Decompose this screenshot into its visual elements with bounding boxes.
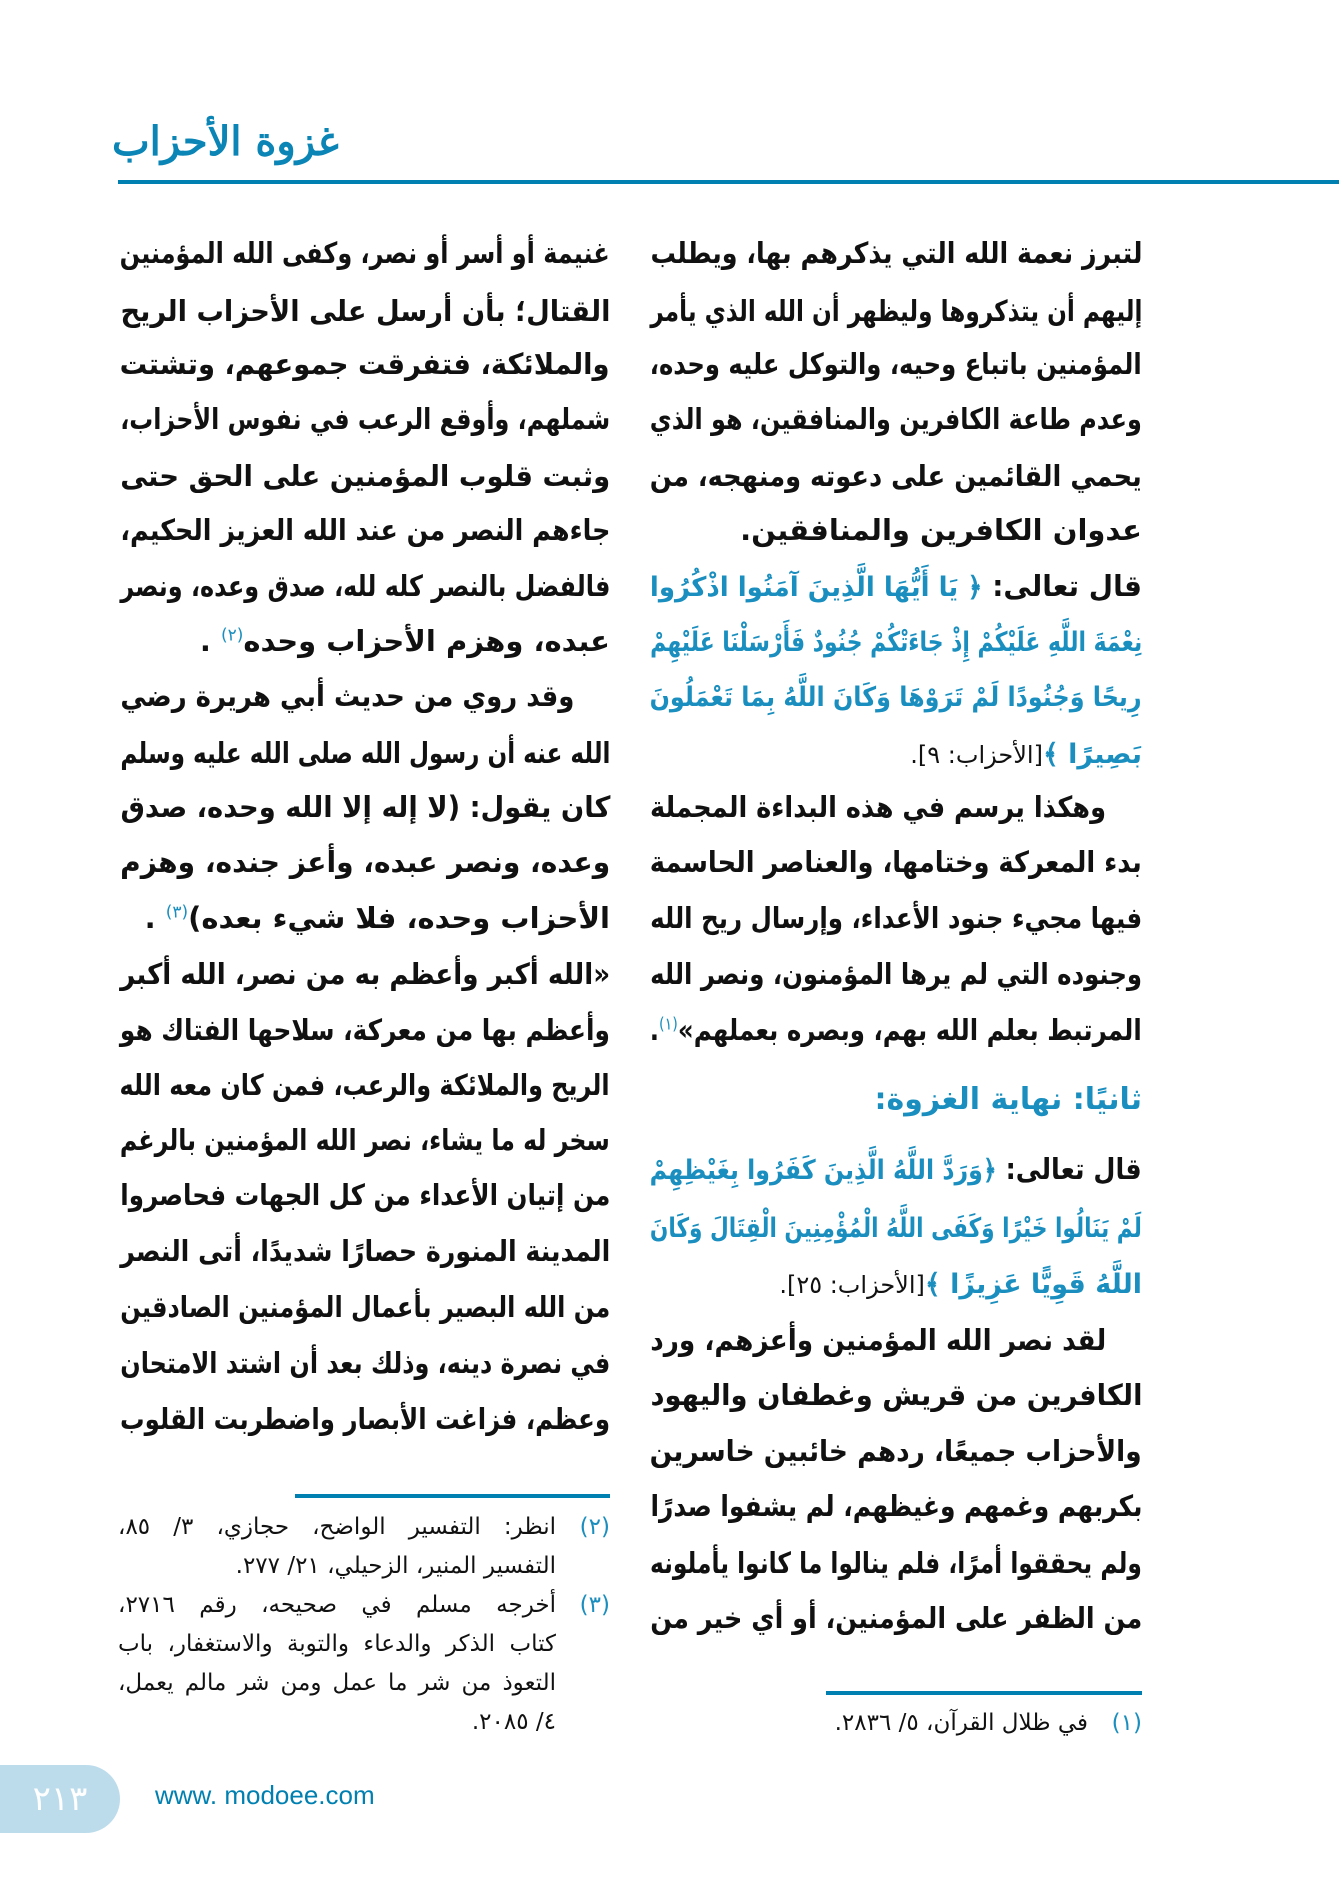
running-header-title: غزوة الأحزاب bbox=[112, 118, 339, 165]
line-content bbox=[650, 1141, 1142, 1199]
text-segment: القتال؛ بأن أرسل على الأحزاب الريح bbox=[119, 294, 610, 328]
text-line bbox=[648, 725, 1142, 781]
line-content bbox=[648, 1071, 1142, 1128]
text-segment: وقد روي من حديث أبي هريرة رضي bbox=[120, 679, 574, 713]
line-content bbox=[650, 779, 1106, 835]
text-segment: وهكذا يرسم في هذه البداءة المجملة bbox=[649, 790, 1106, 824]
line-content bbox=[650, 391, 1142, 447]
text-segment: لقد نصر الله المؤمنين وأعزهم، ورد bbox=[649, 1323, 1106, 1357]
footnote-number: (١) bbox=[1111, 1710, 1142, 1736]
line-content bbox=[650, 1423, 1142, 1479]
footnote-text: ٤/ ٢٠٨٥. bbox=[471, 1709, 556, 1735]
footnote-text: كتاب الذكر والدعاء والتوبة والاستغفار، باب bbox=[118, 1631, 556, 1657]
text-segment: سخر له ما يشاء، نصر الله المؤمنين بالرغم bbox=[120, 1123, 610, 1157]
line-content bbox=[120, 946, 610, 1002]
text-line bbox=[648, 283, 1142, 339]
line-content bbox=[650, 1002, 1142, 1058]
line-content bbox=[120, 1167, 610, 1223]
line-content bbox=[650, 1199, 1142, 1257]
line-content bbox=[650, 834, 1142, 890]
header-rule bbox=[118, 180, 1339, 184]
text-segment: وعده، ونصر عبده، وأعز جنده، وهزم bbox=[120, 845, 610, 879]
text-line bbox=[118, 1335, 610, 1391]
text-segment: والأحزاب جميعًا، ردهم خائبين خاسرين bbox=[650, 1434, 1142, 1468]
text-line bbox=[118, 502, 610, 558]
footnote-number: (٣) bbox=[579, 1592, 610, 1618]
line-content bbox=[120, 502, 610, 558]
text-line bbox=[648, 1199, 1142, 1255]
text-segment: قال تعالى: bbox=[997, 1152, 1142, 1186]
line-content bbox=[120, 834, 610, 890]
text-segment: من إتيان الأعداء من كل الجهات فحاصروا bbox=[119, 1178, 610, 1212]
text-line bbox=[648, 1367, 1142, 1423]
line-content bbox=[650, 613, 1142, 671]
text-line bbox=[648, 448, 1142, 504]
text-segment: . bbox=[649, 1013, 660, 1047]
text-line bbox=[648, 1312, 1142, 1368]
text-segment: . bbox=[144, 901, 166, 935]
line-content bbox=[120, 283, 610, 339]
line-content bbox=[120, 1335, 610, 1391]
line-content bbox=[118, 890, 610, 946]
line-content bbox=[650, 1478, 1142, 1534]
text-segment: الأحزاب وحده، فلا شيء بعده) bbox=[188, 901, 610, 935]
text-line bbox=[118, 834, 610, 890]
quran-verse: ﴿وَرَدَّ اللَّهُ الَّذِينَ كَفَرُوا بِغَيْظِهِمْ bbox=[649, 1155, 998, 1186]
text-segment: شملهم، وأوقع الرعب في نفوس الأحزاب، bbox=[120, 402, 610, 436]
text-segment: وجنوده التي لم يرها المؤمنون، ونصر الله bbox=[650, 957, 1142, 991]
text-line bbox=[648, 1478, 1142, 1534]
text-line bbox=[648, 336, 1142, 392]
line-content bbox=[650, 1367, 1142, 1423]
text-segment: بكربهم وغمهم وغيظهم، لم يشفوا صدرًا bbox=[650, 1489, 1142, 1523]
line-content bbox=[650, 283, 1142, 339]
text-segment: فيها مجيء جنود الأعداء، وإرسال ريح الله bbox=[649, 901, 1142, 935]
line-content bbox=[120, 1391, 610, 1447]
text-segment: غنيمة أو أسر أو نصر، وكفى الله المؤمنين bbox=[119, 236, 610, 270]
footnote-line bbox=[118, 1547, 610, 1585]
text-segment: المدينة المنورة حصارًا شديدًا، أتى النصر bbox=[119, 1234, 610, 1268]
website-link[interactable]: www. modoee.com bbox=[155, 1780, 375, 1810]
footnote-line bbox=[118, 1508, 610, 1546]
text-line bbox=[118, 613, 610, 669]
text-line bbox=[648, 502, 1142, 558]
text-segment: الريح والملائكة والرعب، فمن كان معه الله bbox=[120, 1068, 610, 1102]
footnote-text: التعوذ من شر ما عمل ومن شر مالم يعمل، bbox=[118, 1670, 556, 1696]
text-line bbox=[648, 558, 1142, 614]
text-line bbox=[118, 946, 610, 1002]
footnote-line bbox=[118, 1586, 610, 1624]
text-line bbox=[118, 779, 610, 835]
text-segment: عدوان الكافرين والمنافقين. bbox=[740, 513, 1142, 547]
verse-reference: [الأحزاب: ٢٥]. bbox=[779, 1271, 925, 1299]
quran-verse: اللَّهُ قَوِيًّا عَزِيزًا ﴾ bbox=[924, 1269, 1142, 1300]
quran-verse: نِعْمَةَ اللَّهِ عَلَيْكُمْ إِذْ جَاءَتْكُمْ جُنُودٌ فَأَرْسَلْنَا عَلَيْهِمْ bbox=[649, 627, 1142, 658]
text-line bbox=[648, 946, 1142, 1002]
text-segment: الله عنه أن رسول الله صلى الله عليه وسلم bbox=[120, 736, 610, 770]
line-content bbox=[650, 1535, 1142, 1591]
line-content bbox=[120, 1279, 610, 1335]
quran-verse: ﴿ يَا أَيُّهَا الَّذِينَ آمَنُوا اذْكُرُوا bbox=[649, 572, 983, 603]
footnote-line bbox=[118, 1703, 610, 1741]
text-segment: من الظفر على المؤمنين، أو أي خير من bbox=[650, 1601, 1142, 1635]
text-segment: يحمي القائمين على دعوته ومنهجه، من bbox=[650, 459, 1142, 493]
text-line bbox=[118, 725, 610, 781]
text-segment: لتبرز نعمة الله التي يذكرهم بها، ويطلب bbox=[649, 236, 1142, 270]
footnote-rule-right bbox=[826, 1691, 1142, 1695]
footnote-line bbox=[118, 1664, 610, 1702]
text-line bbox=[118, 1391, 610, 1447]
quran-verse: بَصِيرًا ﴾ bbox=[1042, 739, 1142, 770]
line-content bbox=[120, 336, 610, 392]
text-segment: المرتبط بعلم الله بهم، وبصره بعملهم» bbox=[678, 1013, 1142, 1047]
text-segment: إليهم أن يتذكروها وليظهر أن الله الذي يأمر bbox=[649, 294, 1142, 328]
text-line bbox=[648, 834, 1142, 890]
text-line bbox=[118, 1279, 610, 1335]
line-content bbox=[120, 1002, 610, 1058]
line-content bbox=[120, 1112, 610, 1168]
text-segment: كان يقول: (لا إله إلا الله وحده، صدق bbox=[119, 790, 610, 824]
text-segment: ولم يحققوا أمرًا، فلم ينالوا ما كانوا يأملونه bbox=[650, 1546, 1142, 1580]
heading-text: ثانيًا: نهاية الغزوة: bbox=[874, 1082, 1142, 1117]
quran-verse: رِيحًا وَجُنُودًا لَمْ تَرَوْهَا وَكَانَ اللَّهُ بِمَا تَعْمَلُونَ bbox=[649, 682, 1142, 713]
line-content bbox=[648, 502, 1142, 558]
text-segment: وعدم طاعة الكافرين والمنافقين، هو الذي bbox=[649, 402, 1142, 436]
text-segment: الكافرين من قريش وغطفان واليهود bbox=[650, 1378, 1142, 1412]
text-line bbox=[648, 613, 1142, 669]
text-line bbox=[118, 1223, 610, 1279]
text-line bbox=[118, 668, 610, 724]
footnote-marker[interactable]: (١) bbox=[659, 1014, 679, 1035]
line-content bbox=[120, 725, 610, 781]
text-line bbox=[648, 225, 1142, 281]
text-line bbox=[648, 1535, 1142, 1591]
text-line bbox=[118, 890, 610, 946]
line-content bbox=[648, 725, 1142, 783]
text-segment: وعظم، فزاغت الأبصار واضطربت القلوب bbox=[120, 1402, 610, 1436]
text-line bbox=[648, 1590, 1142, 1646]
text-segment: المؤمنين باتباع وحيه، والتوكل عليه وحده، bbox=[649, 347, 1142, 381]
text-line bbox=[118, 1167, 610, 1223]
line-content bbox=[650, 668, 1142, 726]
footnote-text: انظر: التفسير الواضح، حجازي، ٣/ ٨٥، bbox=[118, 1514, 556, 1540]
text-segment: فالفضل بالنصر كله لله، صدق وعده، ونصر bbox=[119, 569, 610, 603]
footnote-marker[interactable]: (٣) bbox=[165, 902, 189, 923]
text-segment: قال تعالى: bbox=[982, 569, 1142, 603]
line-content bbox=[650, 946, 1142, 1002]
text-segment: في نصرة دينه، وذلك بعد أن اشتد الامتحان bbox=[120, 1346, 610, 1380]
line-content bbox=[120, 779, 610, 835]
footnote-line bbox=[800, 1704, 1142, 1742]
line-content bbox=[118, 613, 610, 669]
line-content bbox=[120, 1057, 610, 1113]
text-line bbox=[648, 668, 1142, 724]
text-line bbox=[118, 336, 610, 392]
line-content bbox=[650, 336, 1142, 392]
verse-reference: [الأحزاب: ٩]. bbox=[910, 741, 1043, 769]
text-line bbox=[648, 1002, 1142, 1058]
footnote-number: (٢) bbox=[579, 1514, 610, 1540]
text-line bbox=[118, 1002, 610, 1058]
text-line bbox=[648, 391, 1142, 447]
text-line bbox=[118, 448, 610, 504]
text-line bbox=[648, 779, 1142, 835]
line-content bbox=[120, 1223, 610, 1279]
text-line bbox=[648, 1255, 1142, 1311]
footnote-text: أخرجه مسلم في صحيحه، رقم ٢٧١٦، bbox=[118, 1592, 556, 1618]
text-line bbox=[648, 1423, 1142, 1479]
text-segment: «الله أكبر وأعظم به من نصر، الله أكبر bbox=[120, 957, 610, 991]
text-segment: بدء المعركة وختامها، والعناصر الحاسمة bbox=[649, 845, 1142, 879]
text-segment: وثبت قلوب المؤمنين على الحق حتى bbox=[120, 459, 610, 493]
text-line bbox=[118, 283, 610, 339]
text-line bbox=[118, 225, 610, 281]
text-segment: والملائكة، فتفرقت جموعهم، وتشتت bbox=[119, 347, 610, 381]
line-content bbox=[650, 448, 1142, 504]
text-line bbox=[648, 1141, 1142, 1197]
text-line bbox=[118, 1057, 610, 1113]
text-segment: عبده، وهزم الأحزاب وحده bbox=[243, 624, 610, 658]
footnote-marker[interactable]: (٢) bbox=[220, 625, 244, 646]
line-content bbox=[650, 1590, 1142, 1646]
text-segment: وأعظم بها من معركة، سلاحها الفتاك هو bbox=[119, 1013, 610, 1047]
footnote-rule-left bbox=[295, 1494, 610, 1498]
section-heading bbox=[648, 1071, 1142, 1127]
text-line bbox=[118, 391, 610, 447]
line-content bbox=[648, 1255, 1142, 1313]
line-content bbox=[120, 448, 610, 504]
quran-verse: لَمْ يَنَالُوا خَيْرًا وَكَفَى اللَّهُ الْمُؤْمِنِينَ الْقِتَالَ وَكَانَ bbox=[650, 1213, 1142, 1244]
text-line bbox=[118, 558, 610, 614]
page-number-badge: ٢١٣ bbox=[0, 1765, 120, 1833]
line-content bbox=[120, 391, 610, 447]
text-line bbox=[118, 1112, 610, 1168]
text-segment: جاءهم النصر من عند الله العزيز الحكيم، bbox=[119, 513, 610, 547]
line-content bbox=[650, 890, 1142, 946]
line-content bbox=[650, 225, 1142, 281]
footnote-text: في ظلال القرآن، ٥/ ٢٨٣٦. bbox=[834, 1710, 1088, 1736]
text-line bbox=[648, 890, 1142, 946]
line-content bbox=[120, 558, 610, 614]
line-content bbox=[650, 1312, 1106, 1368]
line-content bbox=[120, 668, 574, 724]
footnote-line bbox=[118, 1625, 610, 1663]
text-segment: . bbox=[199, 624, 221, 658]
footnote-text: التفسير المنير، الزحيلي، ٢١/ ٢٧٧. bbox=[235, 1553, 556, 1579]
line-content bbox=[120, 225, 610, 281]
line-content bbox=[650, 558, 1142, 616]
text-segment: من الله البصير بأعمال المؤمنين الصادقين bbox=[120, 1290, 610, 1324]
